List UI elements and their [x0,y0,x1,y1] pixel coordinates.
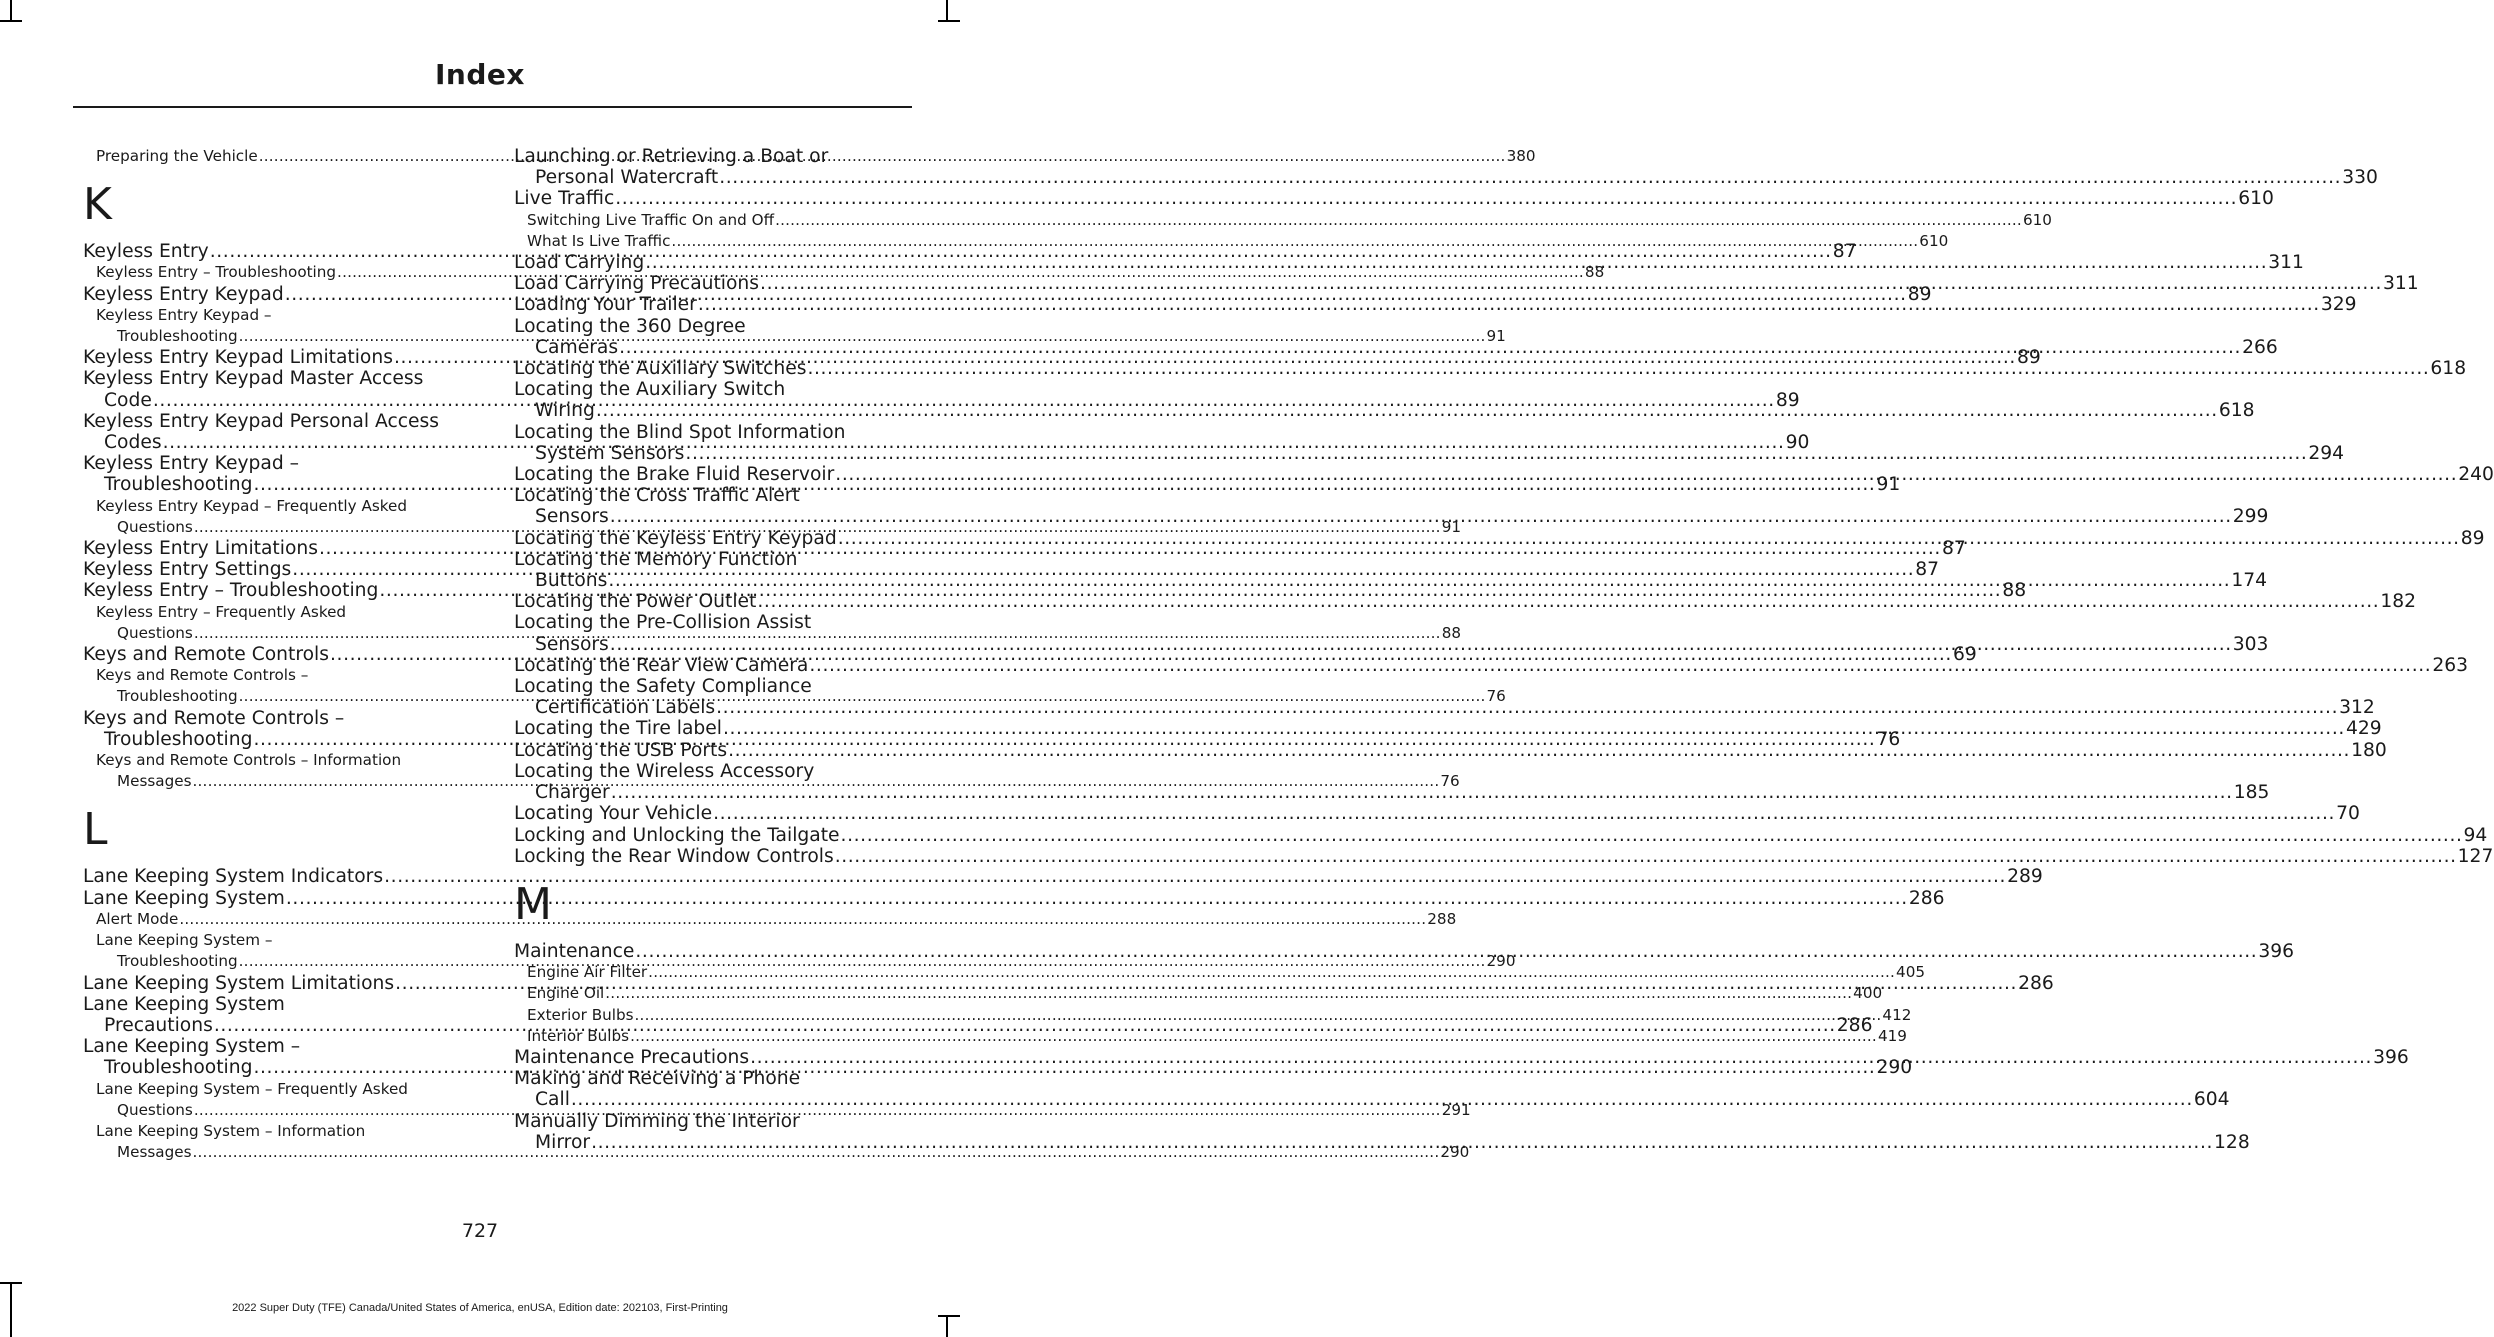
title-divider [73,106,912,108]
entry-text: Lane Keeping System – [83,1036,301,1058]
entry-text: Alert Mode [96,909,179,928]
dot-leader [698,294,2320,315]
page-reference[interactable]: 610 [1919,231,1949,250]
page-reference[interactable]: 610 [2022,210,2052,229]
page-reference[interactable]: 89 [1907,283,1932,305]
page-reference[interactable]: 294 [2308,442,2345,464]
entry-text: Manually Dimming the Interior [514,1110,800,1132]
page-reference[interactable]: 88 [1441,623,1462,642]
page-reference[interactable]: 69 [1952,644,1977,666]
entry-text: Engine Air Filter [527,963,648,982]
page-reference[interactable]: 89 [2016,347,2041,369]
entry-text: Keyless Entry Keypad – [83,453,299,475]
page-reference[interactable]: 288 [1427,909,1457,928]
dot-leader [713,803,2335,824]
entry-text: System Sensors [535,442,685,464]
entry-text: Lane Keeping System Indicators [83,866,384,888]
entry-text: Mirror [535,1131,591,1153]
page-reference[interactable]: 419 [1877,1026,1907,1045]
entry-text: Locating the Power Outlet [514,591,757,613]
index-entry[interactable] [514,188,2274,210]
page-reference[interactable]: 266 [2242,336,2278,358]
entry-text: Cameras [535,336,619,358]
entry-text: Keyless Entry – Troubleshooting [83,580,379,602]
page-reference[interactable]: 70 [2336,803,2360,825]
entry-text: Maintenance Precautions [514,1046,750,1068]
entry-text: Lane Keeping System – Frequently Asked [96,1079,408,1098]
entry-text: Certification Labels [535,697,716,719]
dot-leader [757,591,2379,612]
entry-text: Lane Keeping System – Information [96,1121,366,1140]
section-letter: K [83,179,112,231]
page-reference[interactable]: 610 [2238,188,2274,210]
entry-text: Keyless Entry – Frequently Asked [96,602,347,621]
entry-text: Troubleshooting [117,327,238,346]
page-reference[interactable]: 89 [2460,527,2485,549]
entry-text: Locking the Rear Window Controls [514,845,834,867]
entry-text: Locating the Wireless Accessory [514,760,815,782]
dot-leader [775,210,2022,231]
entry-text: Load Carrying Precautions [514,273,760,295]
entry-text: Locating the Rear View Camera [514,654,809,676]
section-letter: L [83,804,108,856]
page-reference[interactable]: 299 [2232,506,2269,528]
dot-leader [716,697,2338,718]
entry-text: Locating the Auxiliary Switch [514,379,786,401]
entry-text: Locking and Unlocking the Tailgate [514,824,840,846]
crop-mark [0,1282,22,1284]
page-reference[interactable]: 94 [2463,824,2488,846]
entry-text: Keyless Entry Keypad [83,283,284,305]
page-reference[interactable]: 263 [2432,654,2469,676]
crop-mark [0,20,22,22]
entry-text: Keys and Remote Controls [83,644,329,666]
page-reference[interactable]: 290 [1486,952,1516,971]
dot-leader [608,570,2230,591]
crop-mark [938,1315,960,1317]
dot-leader [685,443,2307,464]
page-reference[interactable]: 87 [1915,559,1940,581]
entry-text: Locating the USB Ports [514,739,728,761]
entry-text: Buttons [535,570,608,592]
dot-leader [630,1026,1877,1047]
dot-leader [591,1132,2213,1153]
entry-text: Maintenance [514,940,635,962]
dot-leader [610,506,2232,527]
page-reference[interactable]: 330 [2342,167,2378,189]
entry-text: Locating the Brake Fluid Reservoir [514,464,835,486]
crop-mark [946,0,948,22]
entry-text: Keyless Entry Keypad – Frequently Asked [96,496,408,515]
page-reference[interactable]: 312 [2339,697,2375,719]
entry-text: Lane Keeping System – [96,931,273,950]
crop-mark [938,20,960,22]
page-reference[interactable]: 289 [2007,866,2043,888]
entry-text: Keys and Remote Controls – [96,666,309,685]
page-reference[interactable]: 291 [1441,1100,1471,1119]
index-subentry[interactable] [514,1026,1907,1047]
page-reference[interactable]: 286 [1836,1014,1873,1036]
entry-text: Keyless Entry – Troubleshooting [96,263,337,282]
entry-text: Keyless Entry Keypad Personal Access [83,410,439,432]
entry-text: Keys and Remote Controls – Information [96,751,402,770]
dot-leader [723,718,2345,739]
page-reference[interactable]: 290 [1440,1143,1470,1162]
dot-leader [611,782,2233,803]
dot-leader [719,167,2341,188]
index-entry[interactable] [514,824,2488,846]
page-reference[interactable]: 604 [2193,1089,2230,1111]
entry-text: Switching Live Traffic On and Off [527,210,775,229]
entry-text: Questions [117,623,193,642]
page-reference[interactable]: 396 [2258,940,2295,962]
page-reference[interactable]: 303 [2232,633,2269,655]
entry-text: Launching or Retrieving a Boat or [514,146,829,167]
dot-leader [809,655,2431,676]
entry-text: Locating the Auxiliary Switches [514,358,807,380]
page-reference[interactable]: 185 [2233,782,2270,804]
page-reference[interactable]: 286 [1908,887,1945,909]
page-reference[interactable]: 128 [2214,1131,2250,1153]
entry-text: Preparing the Vehicle [96,147,258,165]
entry-text: Precautions [104,1014,213,1036]
entry-text: Making and Receiving a Phone [514,1068,801,1090]
page-reference[interactable]: 87 [1832,241,1857,263]
entry-text: Codes [104,432,162,454]
dot-leader [807,358,2429,379]
page-reference[interactable]: 311 [2268,252,2304,274]
entry-text: Locating the Pre-Collision Assist [514,612,812,634]
entry-text: Locating Your Vehicle [514,803,713,825]
dot-leader [838,528,2460,549]
page-reference[interactable]: 91 [1876,474,1901,496]
page-reference[interactable]: 290 [1876,1057,1913,1079]
entry-text: Messages [117,772,192,791]
page-reference[interactable]: 90 [1785,432,1810,454]
entry-text: Interior Bulbs [527,1026,630,1045]
entry-text: Exterior Bulbs [527,1005,634,1024]
dot-leader [750,1047,2372,1068]
page-reference[interactable]: 405 [1896,963,1926,982]
entry-text: Troubleshooting [104,728,253,750]
dot-leader [571,1089,2193,1110]
index-entry[interactable] [514,803,2360,825]
page-reference[interactable]: 286 [2018,972,2054,994]
page-reference[interactable]: 311 [2383,273,2419,295]
dot-leader [835,464,2457,485]
page-reference[interactable]: 180 [2351,739,2387,761]
entry-text: Wiring [535,400,595,422]
page-reference[interactable]: 127 [2457,845,2494,867]
dot-leader [596,400,2218,421]
section-letter: M [514,878,552,930]
entry-text: Keyless Entry [83,241,209,263]
entry-text: Questions [117,1100,193,1119]
entry-text: Messages [117,1143,192,1162]
page-reference[interactable]: 429 [2345,718,2382,740]
entry-text: Keys and Remote Controls – [83,707,345,729]
dot-leader [671,231,1918,252]
dot-leader [610,634,2232,655]
entry-text: Sensors [535,633,609,655]
dot-leader [760,273,2382,294]
index-subentry[interactable] [514,983,1883,1004]
dot-leader [841,825,2463,846]
index-entry[interactable] [514,845,2494,867]
page-number: 727 [461,1220,499,1242]
entry-text: Lane Keeping System [83,993,285,1015]
dot-leader [835,846,2457,867]
page-reference[interactable]: 618 [2430,358,2467,380]
entry-text: Locating the Keyless Entry Keypad [514,527,837,549]
entry-text: Keyless Entry Limitations [83,538,318,560]
entry-text: Questions [117,517,193,536]
page-reference[interactable]: 76 [1486,687,1506,706]
dot-leader [619,337,2241,358]
entry-text: Troubleshooting [117,952,238,971]
page-reference[interactable]: 76 [1876,728,1901,750]
page-reference[interactable]: 182 [2380,591,2417,613]
entry-text: Locating the Tire label [514,718,722,740]
entry-text: Troubleshooting [104,1057,253,1079]
entry-text: Live Traffic [514,188,615,210]
entry-text: Loading Your Trailer [514,294,697,316]
dot-leader [648,962,1895,983]
page-reference[interactable]: 618 [2218,400,2255,422]
page-title: Index [435,58,525,91]
entry-text: Troubleshooting [117,687,238,706]
page-reference[interactable]: 91 [1441,517,1462,536]
page-reference[interactable]: 91 [1486,327,1506,346]
page-reference[interactable]: 89 [1775,389,1800,411]
page-reference[interactable]: 76 [1440,772,1460,791]
dot-leader [635,941,2257,962]
entry-text: Keyless Entry Keypad – [96,305,272,324]
index-subentry[interactable] [514,962,1926,983]
entry-text: Locating the Memory Function [514,548,798,570]
entry-text: Lane Keeping System [83,887,285,909]
page-reference[interactable]: 380 [1506,147,1536,165]
entry-text: Engine Oil [527,984,605,1003]
index-subentry[interactable] [514,210,2052,231]
dot-leader [615,188,2237,209]
entry-text: Personal Watercraft [535,167,719,189]
entry-text: Load Carrying [514,252,645,274]
entry-text: Keyless Entry Settings [83,559,292,581]
entry-text: Locating the Safety Compliance [514,676,812,698]
entry-text: Lane Keeping System Limitations [83,972,395,994]
page-reference[interactable]: 329 [2320,294,2357,316]
entry-text: Code [104,389,152,411]
entry-text: Locating the Blind Spot Information [514,421,846,443]
entry-text: Keyless Entry Keypad Limitations [83,347,393,369]
page-reference[interactable]: 88 [1584,263,1605,282]
page-reference[interactable]: 400 [1853,984,1883,1003]
entry-text: Troubleshooting [104,474,253,496]
page-reference[interactable]: 396 [2373,1046,2409,1068]
entry-text: Charger [535,782,610,804]
entry-text: Locating the 360 Degree [514,315,746,337]
page-reference[interactable]: 240 [2458,464,2494,486]
entry-text: Sensors [535,506,609,528]
page-reference[interactable]: 174 [2231,570,2267,592]
entry-text: Call [535,1089,570,1111]
dot-leader [605,983,1852,1004]
entry-text: What Is Live Traffic [527,231,671,250]
page-reference[interactable]: 88 [2002,580,2027,602]
crop-mark [946,1315,948,1337]
dot-leader [728,740,2350,761]
entry-text: Locating the Cross Traffic Alert [514,485,800,507]
index-subentry[interactable] [83,909,1457,930]
dot-leader [635,1005,1882,1026]
page-reference[interactable]: 87 [1941,538,1966,560]
index-entry[interactable] [83,866,2043,888]
entry-text: Keyless Entry Keypad Master Access [83,368,424,390]
page-reference[interactable]: 412 [1882,1005,1912,1024]
crop-mark [10,0,12,22]
dot-leader [645,252,2267,273]
index-entry[interactable] [83,887,1945,909]
edition-footer: 2022 Super Duty (TFE) Canada/United States of America, enUSA, Edition date: 202103, First-Printing [232,1302,728,1314]
